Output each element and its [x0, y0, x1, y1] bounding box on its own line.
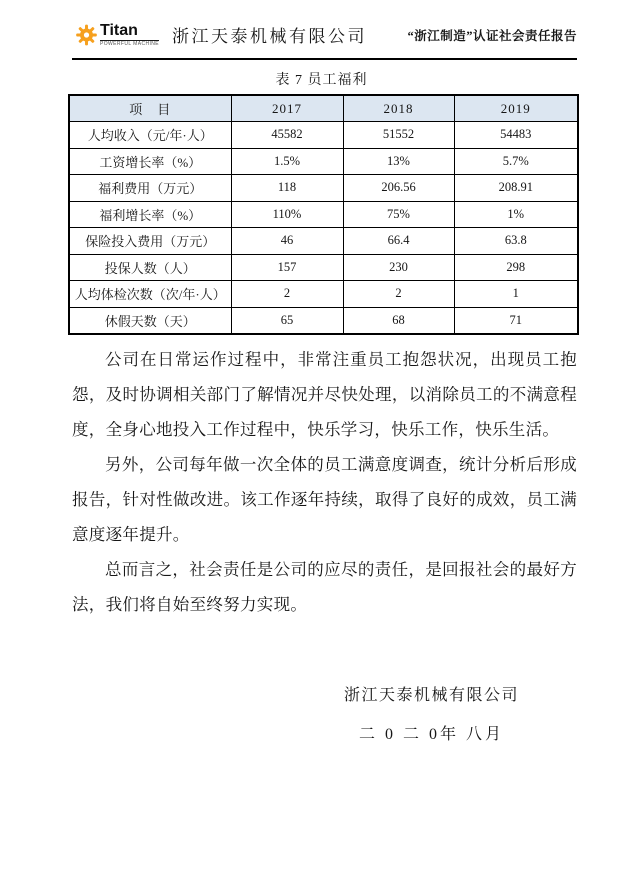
row-value: 118: [231, 175, 343, 202]
table-row: [69, 281, 578, 308]
row-label: 休假天数（天）: [69, 307, 231, 334]
logo-tagline-text: POWERFUL MACHINE: [100, 40, 159, 47]
row-value: 46: [231, 228, 343, 255]
table-row: [69, 148, 578, 175]
page-header: [72, 0, 577, 60]
logo-text-block: [100, 23, 159, 47]
header-report-title: “浙江制造”认证社会责任报告: [407, 28, 577, 43]
row-value: 45582: [231, 122, 343, 149]
row-value: 206.56: [343, 175, 454, 202]
table-row: [69, 122, 578, 149]
row-value: 71: [454, 307, 578, 334]
row-label: 福利增长率（%）: [69, 201, 231, 228]
gear-icon: [76, 24, 97, 46]
body-text: [72, 342, 577, 622]
employee-welfare-table: [68, 94, 579, 335]
row-value: 13%: [343, 148, 454, 175]
row-value: 54483: [454, 122, 578, 149]
row-value: 208.91: [454, 175, 578, 202]
row-value: 2: [343, 281, 454, 308]
column-header-2019: 2019: [454, 95, 578, 122]
row-value: 51552: [343, 122, 454, 149]
row-value: 157: [231, 254, 343, 281]
table-row: [69, 175, 578, 202]
row-value: 1: [454, 281, 578, 308]
row-label: 保险投入费用（万元）: [69, 228, 231, 255]
table-row: [69, 254, 578, 281]
row-label: 福利费用（万元）: [69, 175, 231, 202]
signature-date: 二 0 二 0年 八月: [358, 725, 504, 743]
table-row: [69, 307, 578, 334]
row-value: 68: [343, 307, 454, 334]
header-company-name: 浙江天泰机械有限公司: [172, 27, 367, 46]
row-value: 230: [343, 254, 454, 281]
row-value: 5.7%: [454, 148, 578, 175]
signature-block: [344, 682, 519, 744]
row-label: 人均体检次数（次/年·人）: [69, 281, 231, 308]
column-header-2017: 2017: [231, 95, 343, 122]
table-row: [69, 201, 578, 228]
row-value: 75%: [343, 201, 454, 228]
paragraph-complaints: 公司在日常运作过程中，非常注重员工抱怨状况，出现员工抱怨，及时协调相关部门了解情况并尽快处理，以消除员工的不满意程度，全身心地投入工作过程中，快乐学习，快乐工作，快乐生活。: [72, 349, 577, 439]
paragraph-conclusion: 总而言之，社会责任是公司的应尽的责任，是回报社会的最好方法，我们将自始至终努力实现。: [72, 559, 577, 614]
signature-company: 浙江天泰机械有限公司: [343, 686, 519, 704]
row-label: 工资增长率（%）: [69, 148, 231, 175]
row-value: 1%: [454, 201, 578, 228]
table-row: [69, 228, 578, 255]
row-value: 1.5%: [231, 148, 343, 175]
row-label: 投保人数（人）: [69, 254, 231, 281]
row-value: 63.8: [454, 228, 578, 255]
welfare-table-body: [69, 122, 578, 334]
column-header-item: 项 目: [69, 95, 231, 122]
row-value: 110%: [231, 201, 343, 228]
paragraph-satisfaction-survey: 另外，公司每年做一次全体的员工满意度调查，统计分析后形成报告，针对性做改进。该工作逐年持续，取得了良好的成效，员工满意度逐年提升。: [72, 454, 577, 544]
table-caption: 表 7 员工福利: [275, 73, 368, 88]
row-value: 65: [231, 307, 343, 334]
titan-logo: [76, 23, 159, 47]
row-value: 2: [231, 281, 343, 308]
row-label: 人均收入（元/年·人）: [69, 122, 231, 149]
row-value: 66.4: [343, 228, 454, 255]
table-header-row: [69, 95, 578, 122]
row-value: 298: [454, 254, 578, 281]
logo-brand-text: Titan: [100, 23, 159, 41]
table-header: [69, 95, 578, 122]
column-header-2018: 2018: [343, 95, 454, 122]
